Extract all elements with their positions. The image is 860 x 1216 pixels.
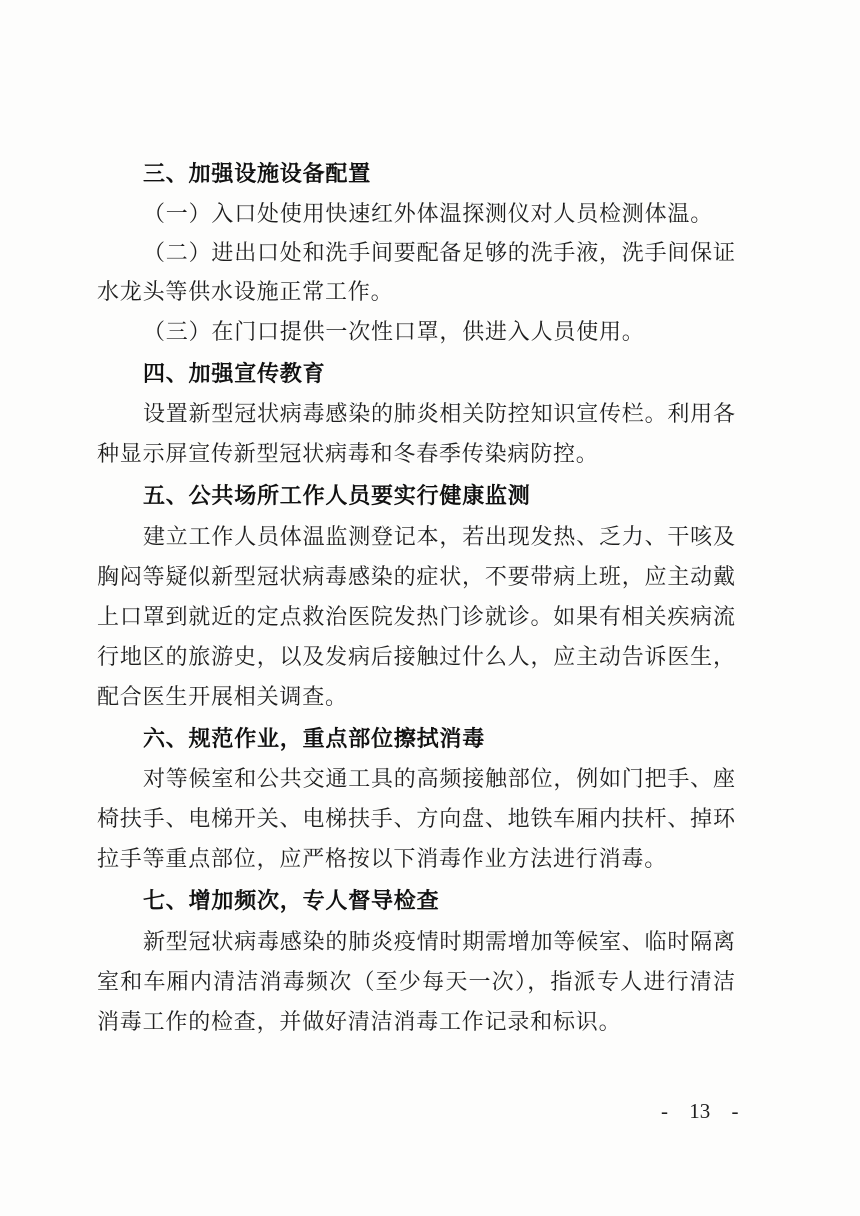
paragraph-line: 种显示屏宣传新型冠状病毒和冬春季传染病防控。 <box>97 442 599 467</box>
paragraph-line: 上口罩到就近的定点救治医院发热门诊就诊。如果有相关疾病流 <box>97 605 735 630</box>
paragraph-line: 设置新型冠状病毒感染的肺炎相关防控知识宣传栏。利用各 <box>143 402 735 427</box>
section-heading: 六、规范作业，重点部位擦拭消毒 <box>143 727 486 752</box>
paragraph-line: 室和车厢内清洁消毒频次（至少每天一次），指派专人进行清洁 <box>97 970 735 995</box>
section-heading: 三、加强设施设备配置 <box>143 162 372 187</box>
paragraph-line: 胸闷等疑似新型冠状病毒感染的症状，不要带病上班，应主动戴 <box>97 565 735 590</box>
paragraph-line: 行地区的旅游史，以及发病后接触过什么人，应主动告诉医生， <box>97 645 735 670</box>
section-heading: 五、公共场所工作人员要实行健康监测 <box>143 484 531 509</box>
paragraph-line: （三）在门口提供一次性口罩，供进入人员使用。 <box>143 320 645 345</box>
paragraph-line: （二）进出口处和洗手间要配备足够的洗手液，洗手间保证 <box>143 241 735 266</box>
paragraph-line: （一）入口处使用快速红外体温探测仪对人员检测体温。 <box>143 202 714 227</box>
page-number: - 13 - <box>661 1099 739 1123</box>
paragraph-line: 椅扶手、电梯开关、电梯扶手、方向盘、地铁车厢内扶杆、掉环 <box>97 807 735 832</box>
paragraph-line: 建立工作人员体温监测登记本，若出现发热、乏力、干咳及 <box>143 525 735 550</box>
section-heading: 四、加强宣传教育 <box>143 362 326 387</box>
paragraph-line: 对等候室和公共交通工具的高频接触部位，例如门把手、座 <box>143 767 735 792</box>
paragraph-line: 配合医生开展相关调查。 <box>97 685 348 710</box>
paragraph-line: 拉手等重点部位，应严格按以下消毒作业方法进行消毒。 <box>97 847 668 872</box>
paragraph-line: 水龙头等供水设施正常工作。 <box>97 280 394 305</box>
paragraph-line: 新型冠状病毒感染的肺炎疫情时期需增加等候室、临时隔离 <box>143 930 735 955</box>
paragraph-line: 消毒工作的检查，并做好清洁消毒工作记录和标识。 <box>97 1010 622 1035</box>
section-heading: 七、增加频次，专人督导检查 <box>143 889 440 914</box>
